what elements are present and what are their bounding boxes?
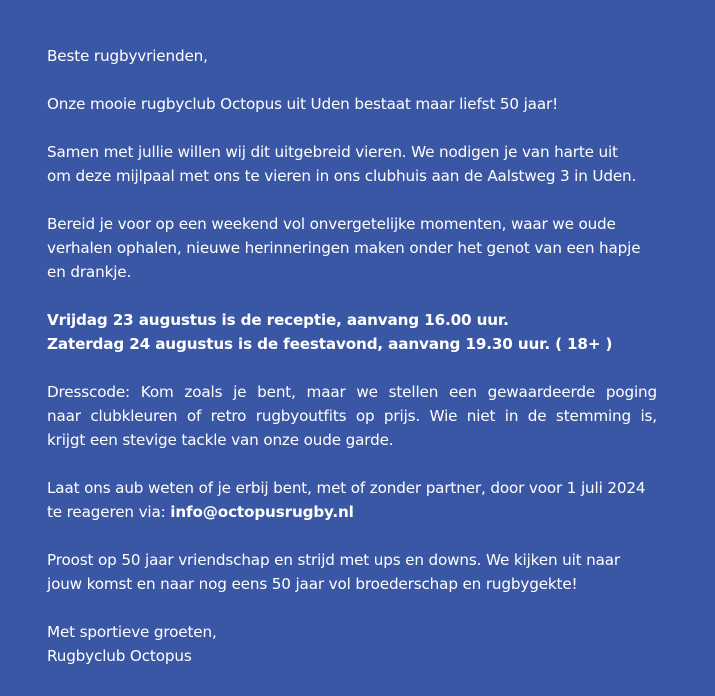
signature: Rugbyclub Octopus [47, 647, 192, 665]
email-link[interactable]: info@octopusrugby.nl [170, 503, 354, 521]
greeting: Beste rugbyvrienden, [47, 47, 208, 65]
weekend-line-2: verhalen ophalen, nieuwe herinneringen maken onder het genot van een hapje [47, 239, 641, 257]
schedule-saturday: Zaterdag 24 augustus is de feestavond, aanvang 19.30 uur. ( 18+ ) [47, 335, 613, 353]
weekend-line-1: Bereid je voor op een weekend vol onvergetelijke momenten, waar we oude [47, 215, 616, 233]
weekend-line-3: en drankje. [47, 263, 132, 281]
dresscode-line-2: naar clubkleuren of retro rugbyoutfits op prijs. Wie niet in de stemming is, [47, 407, 657, 425]
toast-line-1: Proost op 50 jaar vriendschap en strijd met ups en downs. We kijken uit naar [47, 551, 621, 569]
rsvp-prefix: te reageren via: [47, 503, 171, 521]
rsvp-line-2 [47, 500, 657, 524]
rsvp-paragraph [47, 476, 657, 524]
invitation-letter [47, 44, 657, 692]
toast-paragraph [47, 548, 657, 596]
closing-paragraph [47, 620, 657, 668]
weekend-paragraph [47, 212, 657, 284]
dresscode-line-1: Dresscode: Kom zoals je bent, maar we stellen een gewaardeerde poging [47, 383, 657, 401]
dresscode-paragraph [47, 380, 657, 452]
rsvp-line-1: Laat ons aub weten of je erbij bent, met of zonder partner, door voor 1 juli 2024 [47, 479, 646, 497]
invitation-line-2: om deze mijlpaal met ons te vieren in ons clubhuis aan de Aalstweg 3 in Uden. [47, 167, 637, 185]
invitation-line-1: Samen met jullie willen wij dit uitgebreid vieren. We nodigen je van harte uit [47, 143, 618, 161]
intro-paragraph [47, 92, 657, 116]
toast-line-2: jouw komst en naar nog eens 50 jaar vol broederschap en rugbygekte! [47, 575, 578, 593]
greeting-paragraph [47, 44, 657, 68]
closing: Met sportieve groeten, [47, 623, 217, 641]
dresscode-line-3: krijgt een stevige tackle van onze oude garde. [47, 431, 394, 449]
schedule-friday: Vrijdag 23 augustus is de receptie, aanvang 16.00 uur. [47, 311, 509, 329]
invitation-paragraph [47, 140, 657, 188]
intro-text: Onze mooie rugbyclub Octopus uit Uden bestaat maar liefst 50 jaar! [47, 95, 559, 113]
schedule-paragraph [47, 308, 657, 356]
